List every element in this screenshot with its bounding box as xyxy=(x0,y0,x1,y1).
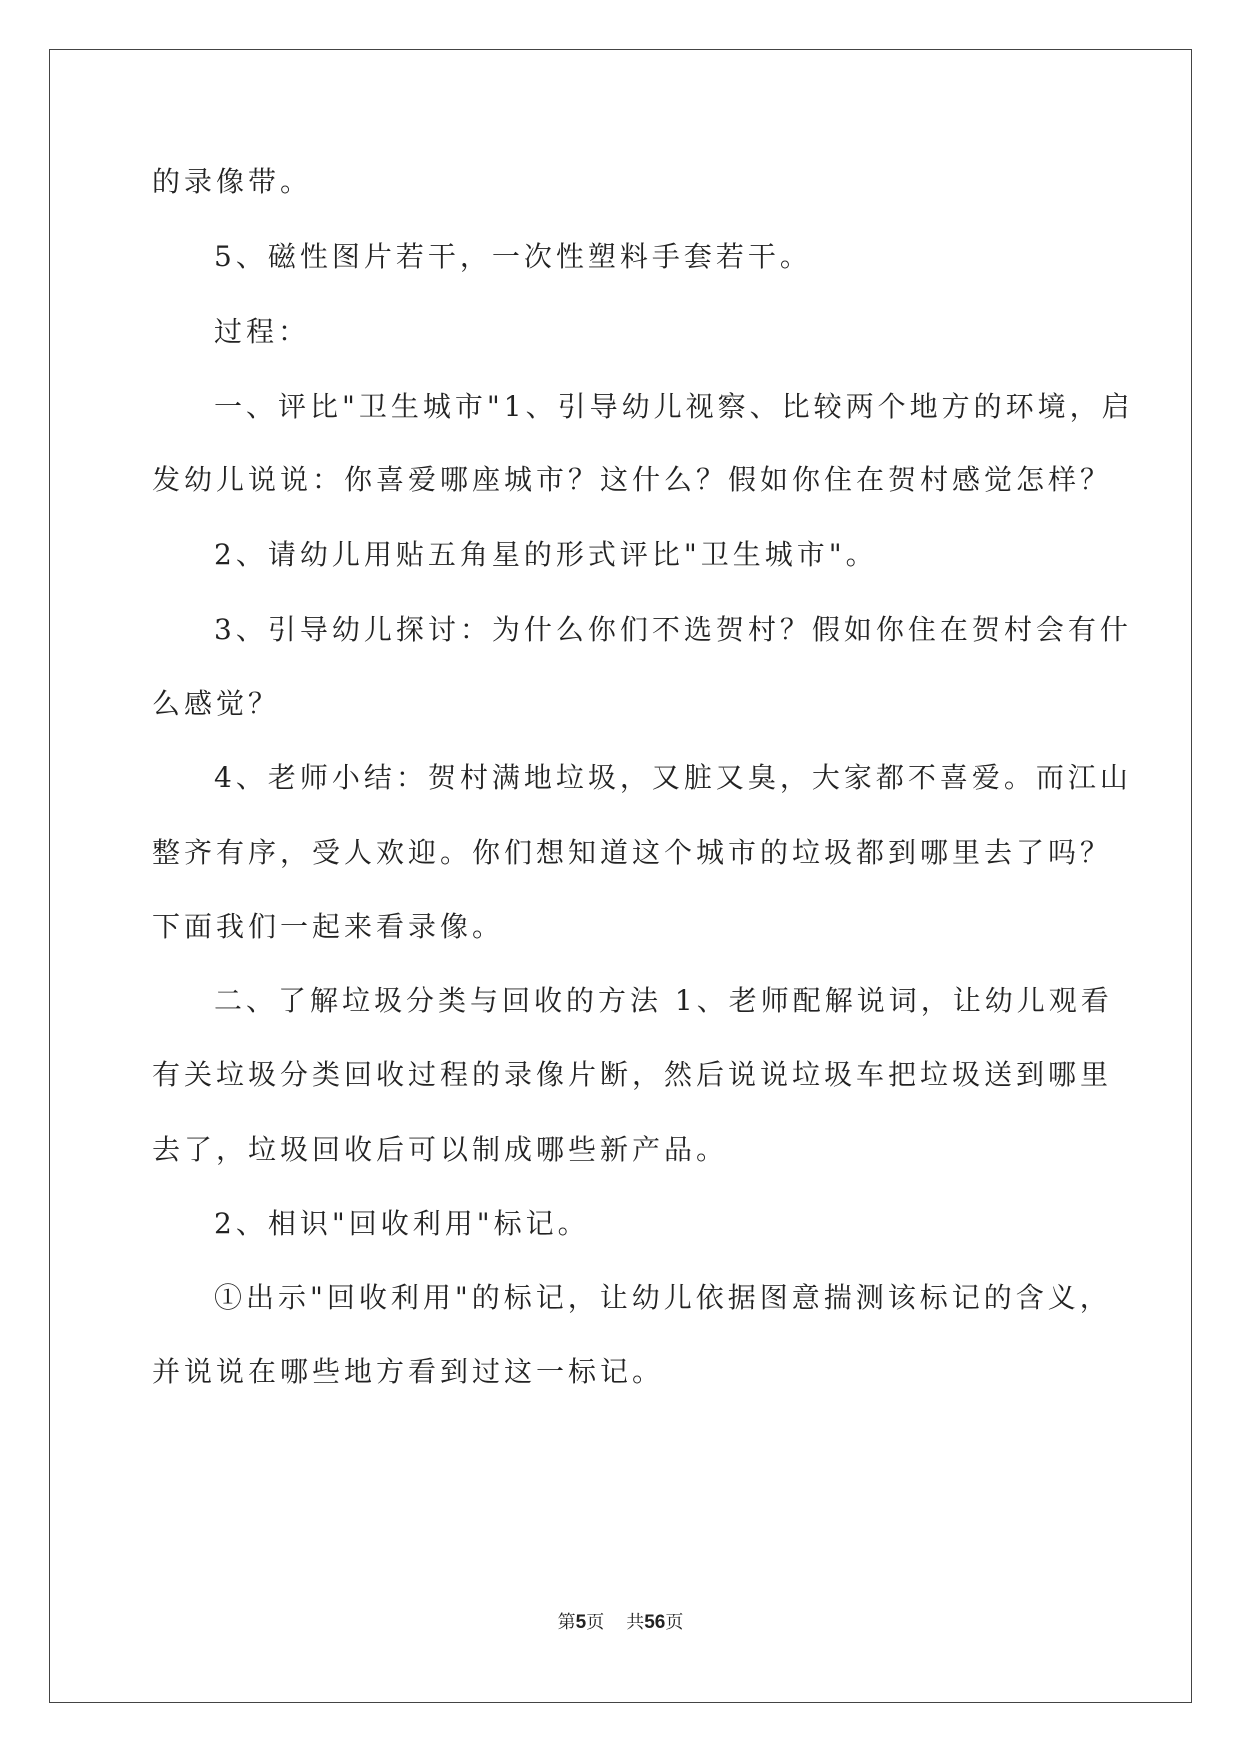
page-number: 5 xyxy=(575,1612,587,1633)
text-line: 下面我们一起来看录像。 xyxy=(152,910,505,943)
text-line: 3、引导幼儿探讨：为什么你们不选贺村？假如你住在贺村会有什 xyxy=(214,613,1132,646)
total-suffix: 页 xyxy=(665,1612,684,1633)
text-line: 去了，垃圾回收后可以制成哪些新产品。 xyxy=(152,1133,729,1166)
page-suffix: 页 xyxy=(586,1612,605,1633)
total-prefix: 共 xyxy=(626,1612,645,1633)
text-line: 整齐有序，受人欢迎。你们想知道这个城市的垃圾都到哪里去了吗？ xyxy=(152,836,1113,869)
text-line: 2、相识"回收利用"标记。 xyxy=(214,1207,590,1240)
text-line: 有关垃圾分类回收过程的录像片断，然后说说垃圾车把垃圾送到哪里 xyxy=(152,1058,1113,1091)
page-footer xyxy=(0,1608,1241,1634)
text-line: 5、磁性图片若干，一次性塑料手套若干。 xyxy=(214,240,812,273)
total-pages: 56 xyxy=(644,1612,666,1633)
text-line: 二、了解垃圾分类与回收的方法 1、老师配解说词，让幼儿观看 xyxy=(214,984,1113,1017)
text-line: 过程： xyxy=(214,315,311,348)
text-line: 一、评比"卫生城市"1、引导幼儿视察、比较两个地方的环境，启 xyxy=(214,390,1134,423)
text-line: 并说说在哪些地方看到过这一标记。 xyxy=(152,1355,665,1388)
text-line: 的录像带。 xyxy=(152,165,313,198)
page-border xyxy=(49,49,1192,1703)
text-line: 2、请幼儿用贴五角星的形式评比"卫生城市"。 xyxy=(214,538,878,571)
text-line: 发幼儿说说：你喜爱哪座城市？这什么？假如你住在贺村感觉怎样？ xyxy=(152,463,1113,496)
text-line: 4、老师小结：贺村满地垃圾，又脏又臭，大家都不喜爱。而江山 xyxy=(214,761,1132,794)
page-prefix: 第 xyxy=(557,1612,576,1633)
text-line: 么感觉？ xyxy=(152,687,281,720)
text-line: ①出示"回收利用"的标记，让幼儿依据图意揣测该标记的含义， xyxy=(214,1281,1112,1314)
